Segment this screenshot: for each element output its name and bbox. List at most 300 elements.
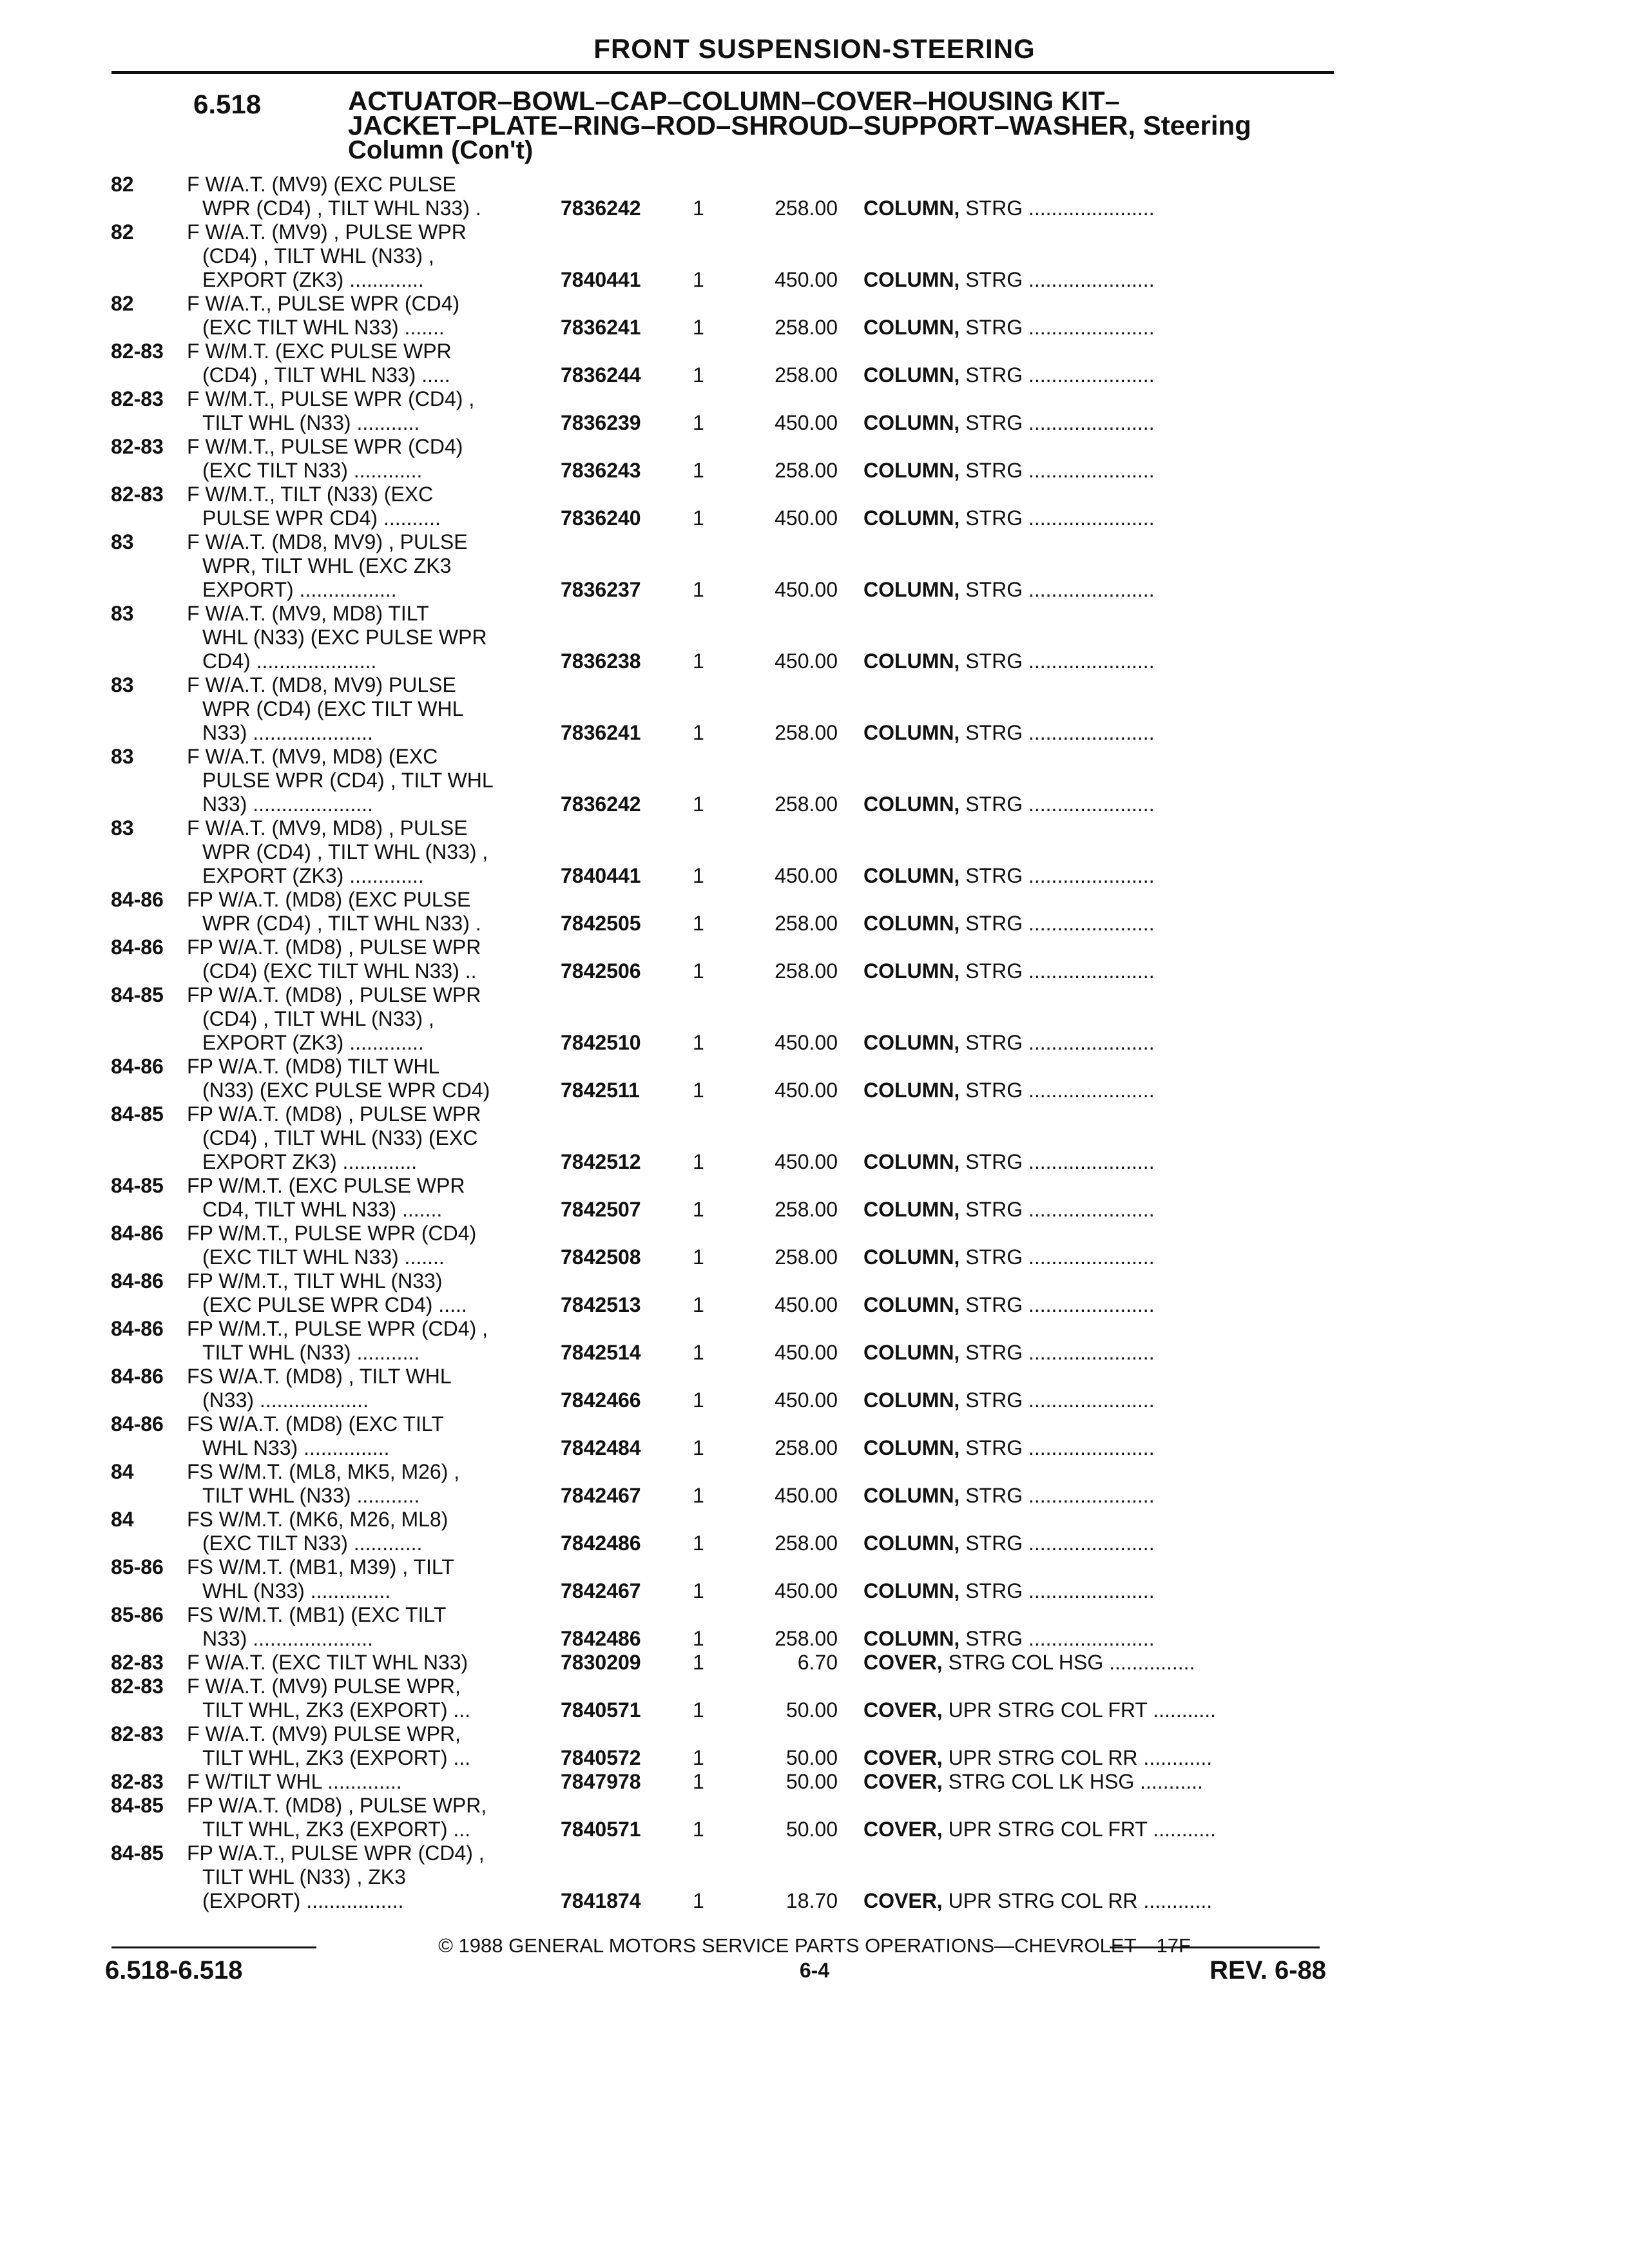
price: 6.70 bbox=[797, 1651, 838, 1674]
table-row bbox=[0, 1317, 1629, 1341]
quantity: 1 bbox=[693, 1031, 704, 1054]
quantity: 1 bbox=[693, 1746, 704, 1769]
application-description: FP W/M.T. (EXC PULSE WPR bbox=[187, 1174, 465, 1197]
model-year: 82-83 bbox=[111, 387, 164, 410]
table-row bbox=[0, 864, 1629, 888]
price: 50.00 bbox=[786, 1818, 838, 1841]
quantity: 1 bbox=[693, 1651, 704, 1674]
table-row bbox=[0, 1460, 1629, 1484]
table-row bbox=[0, 292, 1629, 316]
table-row bbox=[0, 578, 1629, 602]
part-name-noun: COLUMN, bbox=[863, 1627, 960, 1650]
quantity: 1 bbox=[693, 1150, 704, 1173]
part-name-noun: COLUMN, bbox=[863, 649, 960, 673]
table-row bbox=[0, 1603, 1629, 1627]
table-row bbox=[0, 936, 1629, 959]
page-title: FRONT SUSPENSION-STEERING bbox=[593, 34, 1036, 64]
part-name-detail: STRG ...................... bbox=[959, 197, 1155, 220]
table-row bbox=[0, 1102, 1629, 1126]
table-row bbox=[0, 1555, 1629, 1579]
application-description: FP W/A.T. (MD8) , PULSE WPR, bbox=[187, 1794, 487, 1817]
part-name-detail: STRG ...................... bbox=[959, 459, 1155, 482]
footer-copyright: © 1988 GENERAL MOTORS SERVICE PARTS OPERATIONS—CHEVROLET—17F bbox=[438, 1934, 1191, 1957]
part-name-detail: UPR STRG COL RR ............ bbox=[942, 1746, 1213, 1769]
part-name-detail: STRG ...................... bbox=[959, 1198, 1155, 1221]
price: 450.00 bbox=[775, 1341, 838, 1364]
table-row bbox=[0, 1508, 1629, 1532]
model-year: 85-86 bbox=[111, 1603, 164, 1626]
table-row bbox=[0, 1412, 1629, 1436]
quantity: 1 bbox=[693, 912, 704, 935]
price: 258.00 bbox=[775, 793, 838, 816]
part-name bbox=[863, 1579, 1155, 1603]
table-row bbox=[0, 554, 1629, 578]
application-description: FP W/A.T. (MD8) (EXC PULSE bbox=[187, 888, 471, 911]
part-name-noun: COLUMN, bbox=[863, 1245, 960, 1269]
part-number: 7836239 bbox=[561, 411, 641, 434]
part-number: 7842486 bbox=[561, 1627, 641, 1650]
application-description: WPR (CD4) , TILT WHL (N33) , bbox=[202, 840, 488, 863]
model-year: 83 bbox=[111, 602, 134, 625]
part-name-noun: COLUMN, bbox=[863, 316, 960, 339]
part-number: 7842484 bbox=[561, 1436, 641, 1459]
application-description: FP W/A.T. (MD8) , PULSE WPR bbox=[187, 983, 481, 1006]
model-year: 82-83 bbox=[111, 1770, 164, 1793]
application-description: F W/A.T. (MV9, MD8) (EXC bbox=[187, 745, 438, 768]
application-description: CD4, TILT WHL N33) ....... bbox=[202, 1198, 443, 1221]
part-number: 7836241 bbox=[561, 721, 641, 744]
part-number: 7842511 bbox=[561, 1079, 640, 1102]
table-row bbox=[0, 1484, 1629, 1508]
footer-page-number: 6-4 bbox=[799, 1959, 830, 1982]
model-year: 82-83 bbox=[111, 340, 164, 363]
part-name bbox=[863, 1627, 1155, 1651]
application-description: FP W/M.T., PULSE WPR (CD4) bbox=[187, 1222, 477, 1245]
table-row bbox=[0, 1055, 1629, 1079]
model-year: 84-85 bbox=[111, 1174, 164, 1197]
application-description: EXPORT (ZK3) ............. bbox=[202, 1031, 424, 1054]
model-year: 84-86 bbox=[111, 1222, 164, 1245]
application-description: WHL (N33) (EXC PULSE WPR bbox=[202, 626, 487, 649]
application-description: (EXPORT) ................. bbox=[202, 1889, 404, 1912]
part-name-detail: STRG ...................... bbox=[959, 1484, 1155, 1507]
part-name-noun: COLUMN, bbox=[863, 459, 960, 482]
part-name-detail: STRG ...................... bbox=[959, 1031, 1155, 1054]
quantity: 1 bbox=[693, 578, 704, 601]
application-description: EXPORT (ZK3) ............. bbox=[202, 268, 424, 291]
model-year: 83 bbox=[111, 745, 134, 768]
application-description: FS W/M.T. (MB1, M39) , TILT bbox=[187, 1555, 454, 1579]
part-name-detail: STRG ...................... bbox=[959, 1341, 1155, 1364]
price: 450.00 bbox=[775, 578, 838, 601]
parts-list bbox=[0, 173, 1629, 1913]
table-row bbox=[0, 363, 1629, 387]
application-description: (EXC PULSE WPR CD4) ..... bbox=[202, 1293, 467, 1316]
part-name-noun: COVER, bbox=[863, 1889, 943, 1912]
price: 450.00 bbox=[775, 1031, 838, 1054]
part-name bbox=[863, 411, 1155, 435]
table-row bbox=[0, 244, 1629, 268]
quantity: 1 bbox=[693, 1198, 704, 1221]
model-year: 82-83 bbox=[111, 1675, 164, 1698]
model-year: 85-86 bbox=[111, 1555, 164, 1579]
part-name bbox=[863, 1818, 1216, 1841]
part-name-noun: COLUMN, bbox=[863, 1079, 960, 1102]
table-row bbox=[0, 1150, 1629, 1174]
model-year: 82-83 bbox=[111, 435, 164, 458]
price: 450.00 bbox=[775, 1293, 838, 1316]
part-number: 7840571 bbox=[561, 1818, 641, 1841]
quantity: 1 bbox=[693, 506, 704, 530]
quantity: 1 bbox=[693, 1079, 704, 1102]
part-name bbox=[863, 1436, 1155, 1460]
table-row bbox=[0, 1389, 1629, 1412]
quantity: 1 bbox=[693, 197, 704, 220]
price: 258.00 bbox=[775, 1532, 838, 1555]
part-name bbox=[863, 459, 1155, 483]
part-name-noun: COVER, bbox=[863, 1818, 943, 1841]
part-number: 7842514 bbox=[561, 1341, 641, 1364]
part-name bbox=[863, 1389, 1155, 1412]
table-row bbox=[0, 888, 1629, 912]
part-name-detail: STRG ...................... bbox=[959, 1079, 1155, 1102]
application-description: (CD4) , TILT WHL N33) ..... bbox=[202, 363, 450, 387]
model-year: 84 bbox=[111, 1508, 134, 1531]
application-description: F W/A.T., PULSE WPR (CD4) bbox=[187, 292, 460, 315]
price: 450.00 bbox=[775, 1079, 838, 1102]
part-name bbox=[863, 912, 1155, 936]
model-year: 84-86 bbox=[111, 1269, 164, 1293]
part-name bbox=[863, 506, 1155, 530]
part-name-noun: COLUMN, bbox=[863, 1532, 960, 1555]
part-name-detail: STRG ...................... bbox=[959, 1579, 1155, 1602]
part-number: 7842505 bbox=[561, 912, 641, 935]
application-description: WPR (CD4) (EXC TILT WHL bbox=[202, 697, 464, 720]
application-description: F W/M.T., PULSE WPR (CD4) bbox=[187, 435, 463, 458]
quantity: 1 bbox=[693, 1889, 704, 1912]
part-name-noun: COLUMN, bbox=[863, 864, 960, 887]
application-description: FS W/M.T. (MK6, M26, ML8) bbox=[187, 1508, 448, 1531]
application-description: PULSE WPR CD4) .......... bbox=[202, 506, 441, 530]
application-description: F W/A.T. (MV9) (EXC PULSE bbox=[187, 173, 456, 196]
application-description: F W/M.T., TILT (N33) (EXC bbox=[187, 483, 434, 506]
part-name bbox=[863, 1245, 1155, 1269]
part-name-detail: STRG ...................... bbox=[959, 1150, 1155, 1173]
part-number: 7840571 bbox=[561, 1698, 641, 1722]
application-description: F W/A.T. (MV9) , PULSE WPR bbox=[187, 220, 467, 244]
quantity: 1 bbox=[693, 959, 704, 983]
table-row bbox=[0, 1675, 1629, 1698]
application-description: F W/A.T. (MD8, MV9) PULSE bbox=[187, 673, 456, 697]
part-name bbox=[863, 959, 1155, 983]
table-row bbox=[0, 173, 1629, 197]
price: 258.00 bbox=[775, 1627, 838, 1650]
model-year: 84-85 bbox=[111, 1102, 164, 1126]
price: 450.00 bbox=[775, 864, 838, 887]
model-year: 84-86 bbox=[111, 936, 164, 959]
table-row bbox=[0, 1532, 1629, 1555]
application-description: TILT WHL, ZK3 (EXPORT) ... bbox=[202, 1746, 471, 1769]
price: 258.00 bbox=[775, 721, 838, 744]
table-row bbox=[0, 816, 1629, 840]
part-name bbox=[863, 649, 1155, 673]
table-row bbox=[0, 1269, 1629, 1293]
model-year: 83 bbox=[111, 530, 134, 553]
part-name-noun: COLUMN, bbox=[863, 1031, 960, 1054]
model-year: 83 bbox=[111, 673, 134, 697]
application-description: F W/A.T. (MV9) PULSE WPR, bbox=[187, 1722, 461, 1745]
part-number: 7842506 bbox=[561, 959, 641, 983]
price: 450.00 bbox=[775, 268, 838, 291]
table-row bbox=[0, 1341, 1629, 1365]
application-description: F W/A.T. (MV9, MD8) TILT bbox=[187, 602, 429, 625]
part-number: 7842512 bbox=[561, 1150, 641, 1173]
model-year: 82-83 bbox=[111, 1651, 164, 1674]
part-name-noun: COLUMN, bbox=[863, 1579, 960, 1602]
table-row bbox=[0, 1651, 1629, 1675]
part-number: 7830209 bbox=[561, 1651, 641, 1674]
part-name bbox=[863, 793, 1155, 816]
quantity: 1 bbox=[693, 1436, 704, 1459]
table-row bbox=[0, 1746, 1629, 1770]
price: 258.00 bbox=[775, 316, 838, 339]
quantity: 1 bbox=[693, 864, 704, 887]
model-year: 84-86 bbox=[111, 1317, 164, 1340]
part-name bbox=[863, 578, 1155, 602]
application-description: TILT WHL (N33) ........... bbox=[202, 1484, 420, 1507]
model-year: 82 bbox=[111, 292, 134, 315]
application-description: N33) ..................... bbox=[202, 1627, 373, 1650]
part-name bbox=[863, 1770, 1203, 1794]
quantity: 1 bbox=[693, 793, 704, 816]
footer-rule-right bbox=[1110, 1946, 1320, 1948]
part-name-noun: COVER, bbox=[863, 1770, 943, 1793]
part-number: 7836241 bbox=[561, 316, 641, 339]
part-number: 7836242 bbox=[561, 793, 641, 816]
model-year: 84-86 bbox=[111, 1055, 164, 1078]
application-description: (CD4) (EXC TILT WHL N33) .. bbox=[202, 959, 477, 983]
price: 258.00 bbox=[775, 363, 838, 387]
table-row bbox=[0, 1222, 1629, 1245]
model-year: 82-83 bbox=[111, 483, 164, 506]
part-name-noun: COVER, bbox=[863, 1651, 943, 1674]
table-row bbox=[0, 1293, 1629, 1317]
quantity: 1 bbox=[693, 1484, 704, 1507]
part-number: 7836244 bbox=[561, 363, 641, 387]
price: 450.00 bbox=[775, 649, 838, 673]
table-row bbox=[0, 697, 1629, 721]
application-description: PULSE WPR (CD4) , TILT WHL bbox=[202, 769, 494, 792]
part-name-noun: COLUMN, bbox=[863, 721, 960, 744]
part-name-noun: COLUMN, bbox=[863, 268, 960, 291]
application-description: (EXC TILT WHL N33) ....... bbox=[202, 1245, 445, 1269]
part-name bbox=[863, 1484, 1155, 1508]
part-number: 7842466 bbox=[561, 1389, 641, 1412]
part-name-detail: UPR STRG COL FRT ........... bbox=[942, 1818, 1217, 1841]
application-description: FP W/A.T., PULSE WPR (CD4) , bbox=[187, 1841, 485, 1865]
application-description: TILT WHL (N33) ........... bbox=[202, 411, 420, 434]
part-name bbox=[863, 1698, 1216, 1722]
application-description: TILT WHL (N33) ........... bbox=[202, 1341, 420, 1364]
application-description: F W/M.T., PULSE WPR (CD4) , bbox=[187, 387, 475, 410]
model-year: 84-85 bbox=[111, 1841, 164, 1865]
application-description: FS W/M.T. (ML8, MK5, M26) , bbox=[187, 1460, 460, 1483]
application-description: TILT WHL (N33) , ZK3 bbox=[202, 1865, 406, 1888]
part-number: 7840441 bbox=[561, 864, 641, 887]
part-name bbox=[863, 1079, 1155, 1102]
application-description: FP W/A.T. (MD8) , PULSE WPR bbox=[187, 1102, 481, 1126]
table-row bbox=[0, 435, 1629, 459]
table-row bbox=[0, 316, 1629, 340]
model-year: 84-85 bbox=[111, 983, 164, 1006]
quantity: 1 bbox=[693, 1818, 704, 1841]
part-name bbox=[863, 1651, 1195, 1675]
part-name bbox=[863, 1293, 1155, 1317]
price: 50.00 bbox=[786, 1746, 838, 1769]
part-name-detail: STRG ...................... bbox=[959, 411, 1155, 434]
quantity: 1 bbox=[693, 1770, 704, 1793]
quantity: 1 bbox=[693, 268, 704, 291]
part-name bbox=[863, 1746, 1212, 1770]
table-row bbox=[0, 1007, 1629, 1031]
section-title-line: ACTUATOR–BOWL–CAP–COLUMN–COVER–HOUSING KIT– bbox=[348, 86, 1120, 116]
application-description: TILT WHL, ZK3 (EXPORT) ... bbox=[202, 1698, 471, 1722]
application-description: F W/A.T. (MV9, MD8) , PULSE bbox=[187, 816, 468, 840]
application-description: F W/M.T. (EXC PULSE WPR bbox=[187, 340, 452, 363]
table-row bbox=[0, 1889, 1629, 1913]
footer-page-range: 6.518-6.518 bbox=[105, 1956, 243, 1984]
price: 258.00 bbox=[775, 1245, 838, 1269]
application-description: F W/A.T. (MV9) PULSE WPR, bbox=[187, 1675, 461, 1698]
application-description: EXPORT ZK3) ............. bbox=[202, 1150, 418, 1173]
part-name-noun: COLUMN, bbox=[863, 411, 960, 434]
part-name-detail: STRG ...................... bbox=[959, 268, 1155, 291]
application-description: F W/A.T. (MD8, MV9) , PULSE bbox=[187, 530, 468, 553]
part-number: 7836238 bbox=[561, 649, 641, 673]
part-name-noun: COVER, bbox=[863, 1698, 943, 1722]
table-row bbox=[0, 912, 1629, 936]
table-row bbox=[0, 840, 1629, 864]
part-name-detail: STRG ...................... bbox=[959, 1436, 1155, 1459]
part-name-noun: COLUMN, bbox=[863, 959, 960, 983]
table-row bbox=[0, 530, 1629, 554]
table-row bbox=[0, 459, 1629, 483]
part-name-noun: COLUMN, bbox=[863, 912, 960, 935]
quantity: 1 bbox=[693, 411, 704, 434]
part-name-noun: COLUMN, bbox=[863, 1150, 960, 1173]
part-name bbox=[863, 864, 1155, 888]
table-row bbox=[0, 745, 1629, 769]
part-name bbox=[863, 1031, 1155, 1055]
price: 450.00 bbox=[775, 1389, 838, 1412]
model-year: 84-86 bbox=[111, 1365, 164, 1388]
model-year: 84-85 bbox=[111, 1794, 164, 1817]
price: 258.00 bbox=[775, 1198, 838, 1221]
part-name-noun: COLUMN, bbox=[863, 793, 960, 816]
table-row bbox=[0, 1198, 1629, 1222]
table-row bbox=[0, 1436, 1629, 1460]
part-name-detail: STRG ...................... bbox=[959, 1532, 1155, 1555]
part-name bbox=[863, 268, 1155, 292]
part-name-noun: COLUMN, bbox=[863, 1341, 960, 1364]
part-name-noun: COLUMN, bbox=[863, 1389, 960, 1412]
part-name-detail: STRG ...................... bbox=[959, 578, 1155, 601]
part-name-detail: STRG COL LK HSG ........... bbox=[942, 1770, 1203, 1793]
table-row bbox=[0, 506, 1629, 530]
model-year: 82-83 bbox=[111, 1722, 164, 1745]
table-row bbox=[0, 1794, 1629, 1818]
part-number: 7842467 bbox=[561, 1579, 641, 1602]
table-row bbox=[0, 649, 1629, 673]
application-description: TILT WHL, ZK3 (EXPORT) ... bbox=[202, 1818, 471, 1841]
part-name bbox=[863, 721, 1155, 745]
model-year: 84-86 bbox=[111, 1412, 164, 1436]
part-name-detail: STRG ...................... bbox=[959, 1389, 1155, 1412]
footer-revision: REV. 6-88 bbox=[1210, 1956, 1326, 1984]
application-description: (CD4) , TILT WHL (N33) , bbox=[202, 244, 434, 267]
part-name-noun: COLUMN, bbox=[863, 363, 960, 387]
application-description: (N33) (EXC PULSE WPR CD4) bbox=[202, 1079, 490, 1102]
application-description: CD4) ..................... bbox=[202, 649, 377, 673]
application-description: FP W/M.T., PULSE WPR (CD4) , bbox=[187, 1317, 488, 1340]
part-name-detail: STRG ...................... bbox=[959, 864, 1155, 887]
table-row bbox=[0, 602, 1629, 626]
quantity: 1 bbox=[693, 1245, 704, 1269]
part-name-detail: STRG ...................... bbox=[959, 1293, 1155, 1316]
header-rule bbox=[111, 71, 1334, 74]
application-description: (CD4) , TILT WHL (N33) (EXC bbox=[202, 1126, 478, 1149]
model-year: 84 bbox=[111, 1460, 134, 1483]
part-number: 7842513 bbox=[561, 1293, 641, 1316]
part-name-detail: STRG ...................... bbox=[959, 1245, 1155, 1269]
application-description: FP W/A.T. (MD8) TILT WHL bbox=[187, 1055, 440, 1078]
part-name-detail: STRG ...................... bbox=[959, 506, 1155, 530]
application-description: FP W/M.T., TILT WHL (N33) bbox=[187, 1269, 443, 1293]
application-description: FS W/A.T. (MD8) , TILT WHL bbox=[187, 1365, 452, 1388]
application-description: (EXC TILT N33) ............ bbox=[202, 1532, 423, 1555]
section-title bbox=[348, 86, 1327, 164]
part-name-detail: STRG ...................... bbox=[959, 959, 1155, 983]
part-number: 7836237 bbox=[561, 578, 641, 601]
quantity: 1 bbox=[693, 316, 704, 339]
part-name-noun: COLUMN, bbox=[863, 1198, 960, 1221]
table-row bbox=[0, 387, 1629, 411]
part-name-noun: COLUMN, bbox=[863, 1436, 960, 1459]
table-row bbox=[0, 1722, 1629, 1746]
price: 18.70 bbox=[786, 1889, 838, 1912]
table-row bbox=[0, 1818, 1629, 1841]
part-name bbox=[863, 1150, 1155, 1174]
table-row bbox=[0, 793, 1629, 816]
table-row bbox=[0, 1579, 1629, 1603]
part-name-noun: COLUMN, bbox=[863, 1484, 960, 1507]
quantity: 1 bbox=[693, 363, 704, 387]
application-description: WHL N33) ............... bbox=[202, 1436, 390, 1459]
application-description: WHL (N33) .............. bbox=[202, 1579, 391, 1602]
model-year: 82 bbox=[111, 173, 134, 196]
price: 50.00 bbox=[786, 1770, 838, 1793]
table-row bbox=[0, 268, 1629, 292]
part-name-detail: STRG COL HSG ............... bbox=[942, 1651, 1195, 1674]
part-name-noun: COLUMN, bbox=[863, 197, 960, 220]
table-row bbox=[0, 1841, 1629, 1865]
table-row bbox=[0, 1031, 1629, 1055]
table-row bbox=[0, 626, 1629, 649]
table-row bbox=[0, 673, 1629, 697]
table-row bbox=[0, 1365, 1629, 1389]
part-name-detail: STRG ...................... bbox=[959, 721, 1155, 744]
application-description: EXPORT (ZK3) ............. bbox=[202, 864, 424, 887]
